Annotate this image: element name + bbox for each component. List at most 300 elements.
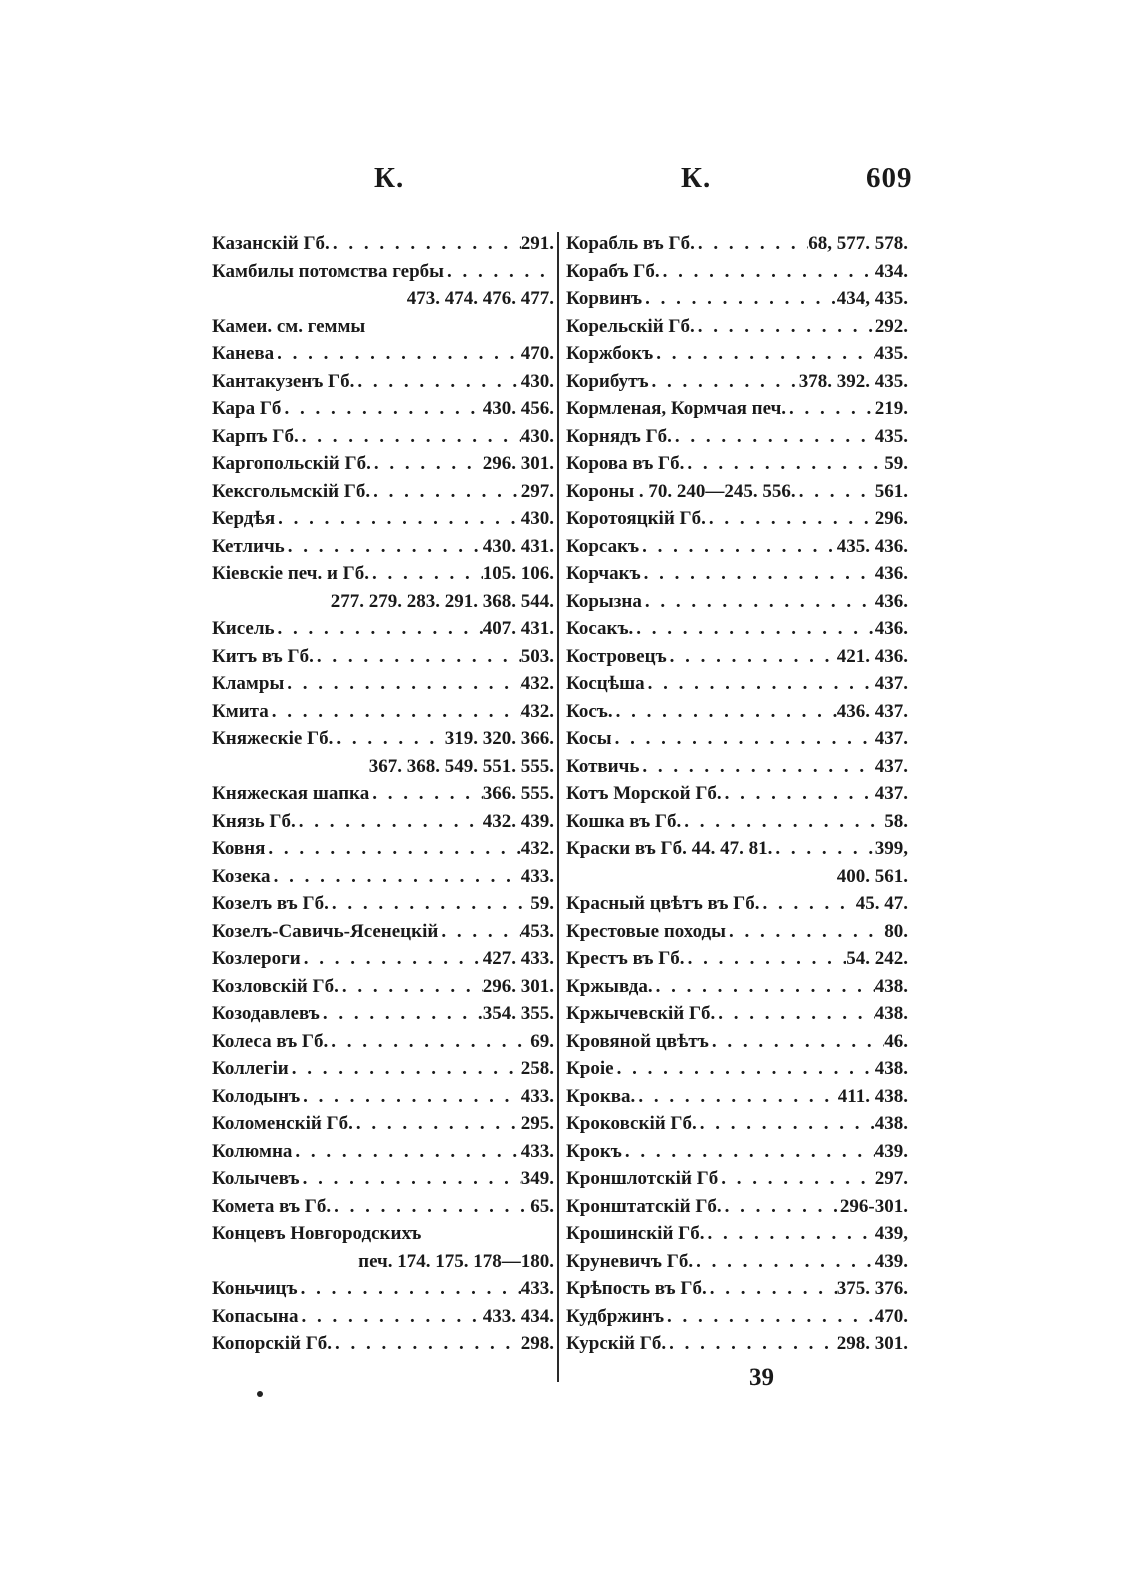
dot-leader (274, 340, 521, 368)
index-term: Камеи. см. геммы (212, 315, 366, 337)
index-entry (566, 533, 908, 561)
index-entry (212, 1055, 554, 1083)
index-term: Кроковскій Гб. (566, 1113, 697, 1134)
dot-leader (695, 313, 875, 341)
dot-leader (332, 1330, 521, 1358)
dot-leader (369, 560, 483, 588)
index-entry (566, 1138, 908, 1166)
index-term: Каргопольскій Гб. (212, 453, 371, 474)
index-entry (566, 1110, 908, 1138)
index-entry (566, 1275, 908, 1303)
index-pages: 319. 320. 366. (444, 728, 554, 749)
index-term: Козлероги (212, 948, 301, 969)
index-term: Красный цвѣтъ въ Гб. (566, 893, 760, 914)
index-term: Кудбржинъ (566, 1305, 665, 1327)
index-pages: 436. 437. (836, 700, 908, 722)
index-pages: 438. (874, 1058, 908, 1079)
index-term: Колычевъ (212, 1168, 300, 1189)
dot-leader (660, 258, 875, 286)
index-term: Крокъ (566, 1140, 622, 1162)
index-entry-continuation: 473. 474. 476. 477. (406, 288, 554, 309)
dot-leader (314, 643, 521, 671)
index-term: Козека (212, 865, 271, 887)
index-entry (566, 313, 908, 341)
index-pages: 298. (520, 1333, 554, 1354)
index-entry (566, 808, 908, 836)
index-entry (566, 835, 908, 863)
index-entry (566, 973, 908, 1001)
index-entry (566, 478, 908, 506)
index-term: Козодавлевъ (212, 1003, 320, 1024)
index-entry (566, 1165, 908, 1193)
dot-leader (639, 753, 874, 781)
index-pages: 433. (520, 1278, 554, 1299)
index-pages: 297. (520, 480, 554, 502)
index-pages: 438. (874, 975, 908, 997)
index-pages: 470. (520, 343, 554, 364)
index-entry (212, 368, 554, 396)
dot-leader (667, 643, 837, 671)
index-entry (566, 1000, 908, 1028)
index-pages: 433. (520, 1085, 554, 1107)
index-term: Кантакузенъ Гб. (212, 370, 355, 392)
index-entry (212, 918, 554, 946)
index-entry (212, 505, 554, 533)
index-pages: 430. 431. (482, 535, 554, 557)
index-term: Китъ въ Гб. (212, 645, 314, 667)
index-term: Козелъ въ Гб. (212, 893, 329, 914)
index-pages: 436. (874, 618, 908, 639)
dot-leader (642, 588, 875, 616)
index-term: Крестовые походы (566, 920, 726, 942)
index-pages: 68, 577. 578. (808, 233, 908, 254)
index-entry (566, 588, 908, 616)
index-entry (566, 698, 908, 726)
dot-leader (329, 890, 530, 918)
dot-leader (320, 1000, 483, 1028)
index-entry (566, 643, 908, 671)
dot-leader (653, 340, 875, 368)
dot-leader (633, 615, 874, 643)
index-pages: 434, 435. (836, 288, 908, 309)
dot-leader (695, 230, 808, 258)
index-term: Камбилы потомства гербы (212, 260, 445, 282)
dot-leader (639, 533, 837, 561)
index-entry (212, 890, 554, 918)
dot-leader (301, 945, 483, 973)
index-entry (212, 698, 554, 726)
index-term: Курскій Гб. (566, 1333, 667, 1354)
index-entry (566, 1055, 908, 1083)
index-term: Кламры (212, 673, 285, 694)
index-pages: 432. 439. (482, 810, 554, 832)
index-entry (566, 395, 908, 423)
index-term: Ковня (212, 838, 266, 859)
dot-leader (438, 918, 520, 946)
dot-leader (271, 863, 521, 891)
dot-leader (275, 505, 521, 533)
index-entry (566, 505, 908, 533)
dot-leader (269, 698, 521, 726)
dot-leader (614, 1055, 875, 1083)
index-entry (212, 780, 554, 808)
index-entry (212, 423, 554, 451)
index-term: Кіевскіе печ. и Гб. (212, 563, 369, 584)
index-term: Корвинъ (566, 288, 643, 309)
index-entry (212, 450, 554, 478)
index-term: Княжеская шапка (212, 783, 370, 804)
index-entry (566, 918, 908, 946)
index-entry (212, 395, 554, 423)
index-entry (566, 780, 908, 808)
index-term: Корызна (566, 590, 642, 612)
index-pages: 291. (520, 233, 554, 254)
dot-leader (354, 368, 520, 396)
dot-leader (281, 395, 482, 423)
column-divider (557, 232, 559, 1382)
dot-leader (339, 973, 483, 1001)
dot-leader (693, 1248, 875, 1276)
dot-leader (289, 1055, 521, 1083)
index-entry (212, 1000, 554, 1028)
index-pages: 437. (874, 755, 908, 777)
index-term: Козелъ-Савичь-Ясенецкій (212, 920, 439, 942)
index-pages: 432. (520, 673, 554, 694)
index-pages: 439. (874, 1250, 908, 1272)
index-pages: 296. (874, 508, 908, 529)
index-pages: 435. 436. (836, 535, 908, 557)
index-entry (212, 808, 554, 836)
dot-leader (299, 423, 521, 451)
index-pages: 438. (874, 1113, 908, 1134)
index-term: Кровяной цвѣтъ (566, 1030, 709, 1052)
index-entry (212, 835, 554, 863)
signature-mark: 39 (749, 1364, 774, 1391)
index-pages: 378. 392. 435. (798, 370, 908, 392)
index-term: Канева (212, 343, 275, 364)
index-pages: 433. (520, 1140, 554, 1162)
dot-leader (371, 450, 483, 478)
index-entry (212, 258, 554, 286)
index-term: Котъ Морской Гб. (566, 783, 722, 804)
index-entry (212, 1275, 554, 1303)
index-entry-continuation: 277. 279. 283. 291. 368. 544. (330, 590, 554, 612)
dot-leader (299, 1303, 483, 1331)
index-term: Кошка въ Гб. (566, 810, 682, 832)
index-term: Комета въ Гб. (212, 1195, 332, 1217)
index-pages: 421. 436. (836, 645, 908, 667)
index-entry-continuation: печ. 174. 175. 178—180. (358, 1250, 554, 1272)
index-pages: 54. 242. (846, 948, 908, 969)
index-entry (566, 725, 908, 753)
dot-leader (331, 1193, 530, 1221)
dot-leader (718, 1165, 874, 1193)
index-entry (566, 945, 908, 973)
index-entry (566, 423, 908, 451)
index-term: Кара Гб (212, 398, 282, 419)
dot-leader (796, 478, 875, 506)
dot-leader (649, 368, 799, 396)
ink-dot (257, 1391, 263, 1397)
index-term: Коломенскій Гб. (212, 1113, 353, 1134)
index-entry (566, 450, 908, 478)
dot-leader (300, 1083, 521, 1111)
index-term: Косцѣша (566, 673, 645, 694)
index-entry (212, 1165, 554, 1193)
dot-leader (296, 808, 483, 836)
index-term: Кроншлотскій Гб (566, 1168, 719, 1189)
index-column-left (212, 230, 554, 1358)
index-entry (212, 670, 554, 698)
dot-leader (722, 1193, 840, 1221)
index-pages: 80. (884, 920, 908, 942)
index-term: Корабль въ Гб. (566, 233, 695, 254)
index-pages: 46. (884, 1030, 908, 1052)
index-pages: 433. (520, 865, 554, 887)
index-pages: 65. (530, 1195, 554, 1217)
page-number: 609 (866, 162, 913, 194)
index-term: Кердѣя (212, 508, 276, 529)
dot-leader (684, 450, 884, 478)
dot-leader (370, 478, 521, 506)
index-entry (212, 1330, 554, 1358)
index-entry (566, 1193, 908, 1221)
index-pages: 219. (874, 398, 908, 419)
dot-leader (653, 973, 875, 1001)
index-entry (566, 753, 908, 781)
dot-leader (613, 698, 837, 726)
index-pages: 430. (520, 508, 554, 529)
index-pages: 432. (520, 838, 554, 859)
running-head-center: К. (681, 162, 712, 194)
index-term: Кетличь (212, 535, 285, 557)
index-pages: 437. (874, 673, 908, 694)
index-pages: 439. (874, 1140, 908, 1162)
index-pages: 58. (884, 810, 908, 832)
index-entry (566, 1220, 908, 1248)
index-entry (212, 533, 554, 561)
dot-leader (333, 725, 444, 753)
index-entry (212, 1110, 554, 1138)
index-entry (566, 670, 908, 698)
dot-leader (444, 258, 554, 286)
index-pages: 561. (874, 480, 908, 502)
index-entry (566, 1330, 908, 1358)
index-entry (566, 1083, 908, 1111)
index-term: Корибутъ (566, 370, 649, 392)
dot-leader (759, 890, 855, 918)
index-pages: 430. (520, 370, 554, 392)
index-pages: 439, (874, 1223, 908, 1244)
index-pages: 503. (520, 645, 554, 667)
index-entry (212, 1303, 554, 1331)
index-pages: 296. 301. (482, 975, 554, 997)
index-term: Кржычевскій Гб. (566, 1003, 716, 1024)
index-pages: 399, (874, 838, 908, 859)
index-entry-continuation: 400. 561. (836, 865, 908, 887)
dot-leader (715, 1000, 874, 1028)
index-term: Карпъ Гб. (212, 425, 299, 447)
index-pages: 366. 555. (482, 783, 554, 804)
dot-leader (284, 670, 520, 698)
index-term: Корова въ Гб. (566, 453, 685, 474)
dot-leader (672, 423, 875, 451)
dot-leader (707, 1275, 837, 1303)
index-term: Кронштатскій Гб. (566, 1195, 722, 1217)
index-term: Колюмна (212, 1140, 293, 1162)
index-pages: 105. 106. (482, 563, 554, 584)
index-term: Косы (566, 728, 612, 749)
index-pages: 436. (874, 590, 908, 612)
index-entry (212, 560, 554, 588)
index-pages: 296-301. (839, 1195, 908, 1217)
index-entry (566, 890, 908, 918)
index-pages: 435. (874, 425, 908, 447)
index-term: Князь Гб. (212, 810, 296, 832)
dot-leader (300, 1165, 521, 1193)
index-term: Крѣпость въ Гб. (566, 1278, 707, 1299)
index-entry (566, 1303, 908, 1331)
index-pages: 296. 301. (482, 453, 554, 474)
index-term: Косъ. (566, 700, 613, 722)
index-pages: 298. 301. (836, 1333, 908, 1354)
index-term: Княжескіе Гб. (212, 728, 334, 749)
dot-leader (697, 1110, 875, 1138)
index-term: Копасына (212, 1305, 299, 1327)
index-entry (212, 230, 554, 258)
index-pages: 438. (874, 1003, 908, 1024)
index-term: Корабъ Гб. (566, 260, 660, 282)
index-term: Крестъ въ Гб. (566, 948, 685, 969)
index-entry (566, 1248, 908, 1276)
index-pages: 292. (874, 315, 908, 337)
dot-leader (704, 1220, 874, 1248)
index-term: Кржывда. (566, 975, 653, 997)
index-term: Казанскій Гб. (212, 233, 330, 254)
index-pages: 437. (874, 728, 908, 749)
index-pages: 434. (874, 260, 908, 282)
index-entry (566, 368, 908, 396)
index-term: Косакъ. (566, 618, 634, 639)
dot-leader (641, 560, 875, 588)
index-pages: 436. (874, 563, 908, 584)
index-term: Коллегіи (212, 1058, 289, 1079)
dot-leader (635, 1083, 837, 1111)
index-entry (566, 340, 908, 368)
dot-leader (681, 808, 884, 836)
index-entry (212, 1138, 554, 1166)
index-pages: 258. (520, 1058, 554, 1079)
dot-leader (612, 725, 875, 753)
index-entry (212, 945, 554, 973)
index-term: Кмита (212, 700, 269, 722)
dot-leader (353, 1110, 521, 1138)
index-entry (212, 313, 554, 341)
index-pages: 453. (520, 920, 554, 942)
index-pages: 407. 431. (482, 618, 554, 639)
index-column-right (566, 230, 908, 1358)
index-pages: 349. (520, 1168, 554, 1189)
index-pages: 59. (530, 893, 554, 914)
dot-leader (642, 285, 837, 313)
index-term: Козловскій Гб. (212, 975, 339, 997)
index-entry (212, 725, 554, 753)
index-pages: 411. 438. (837, 1085, 908, 1107)
index-term: Концевъ Новгородскихъ (212, 1223, 422, 1244)
index-entry (212, 1083, 554, 1111)
index-term: Кормленая, Кормчая печ. (566, 398, 787, 419)
index-term: Короны . 70. 240—245. 556. (566, 480, 796, 502)
index-term: Копорскій Гб. (212, 1333, 333, 1354)
index-pages: 59. (884, 453, 908, 474)
dot-leader (706, 505, 875, 533)
index-pages: 470. (874, 1305, 908, 1327)
dot-leader (664, 1303, 875, 1331)
index-pages: 427. 433. (482, 948, 554, 969)
index-pages: 45. 47. (855, 893, 908, 914)
dot-leader (265, 835, 520, 863)
index-term: Краски въ Гб. 44. 47. 81. (566, 838, 773, 859)
index-term: Корельскій Гб. (566, 315, 695, 337)
dot-leader (786, 395, 875, 423)
index-entry (212, 1220, 554, 1248)
index-pages: 437. (874, 783, 908, 804)
index-term: Крошинскій Гб. (566, 1223, 705, 1244)
index-entry (566, 230, 908, 258)
index-entry (566, 258, 908, 286)
dot-leader (298, 1275, 521, 1303)
index-entry (212, 478, 554, 506)
index-term: Коржбокъ (566, 343, 654, 364)
index-term: Корсакъ (566, 535, 640, 557)
running-head-left: К. (374, 162, 405, 194)
index-term: Кексгольмскій Гб. (212, 480, 371, 502)
dot-leader (330, 230, 521, 258)
dot-leader (645, 670, 875, 698)
index-pages: 430. 456. (482, 398, 554, 419)
dot-leader (666, 1330, 837, 1358)
index-pages: 433. 434. (482, 1305, 554, 1327)
index-term: Круневичъ Гб. (566, 1250, 694, 1272)
index-term: Кроіе (566, 1058, 614, 1079)
dot-leader (328, 1028, 530, 1056)
dot-leader (285, 533, 483, 561)
index-term: Коротояцкій Гб. (566, 508, 706, 529)
index-entry (212, 1193, 554, 1221)
dot-leader (772, 835, 874, 863)
index-entry (212, 973, 554, 1001)
index-term: Корчакъ (566, 563, 641, 584)
dot-leader (275, 615, 483, 643)
index-entry (212, 615, 554, 643)
index-term: Коньчицъ (212, 1278, 298, 1299)
index-term: Колодынъ (212, 1085, 301, 1107)
index-pages: 297. (874, 1168, 908, 1189)
index-pages: 295. (520, 1113, 554, 1134)
index-entry (566, 1028, 908, 1056)
index-term: Колеса въ Гб. (212, 1030, 329, 1052)
index-entry (566, 615, 908, 643)
dot-leader (726, 918, 884, 946)
index-entry (212, 643, 554, 671)
index-term: Кисель (212, 618, 275, 639)
dot-leader (622, 1138, 875, 1166)
dot-leader (685, 945, 847, 973)
index-term: Костровецъ (566, 645, 667, 667)
index-entry (566, 285, 908, 313)
index-entry (212, 340, 554, 368)
index-entry (212, 863, 554, 891)
